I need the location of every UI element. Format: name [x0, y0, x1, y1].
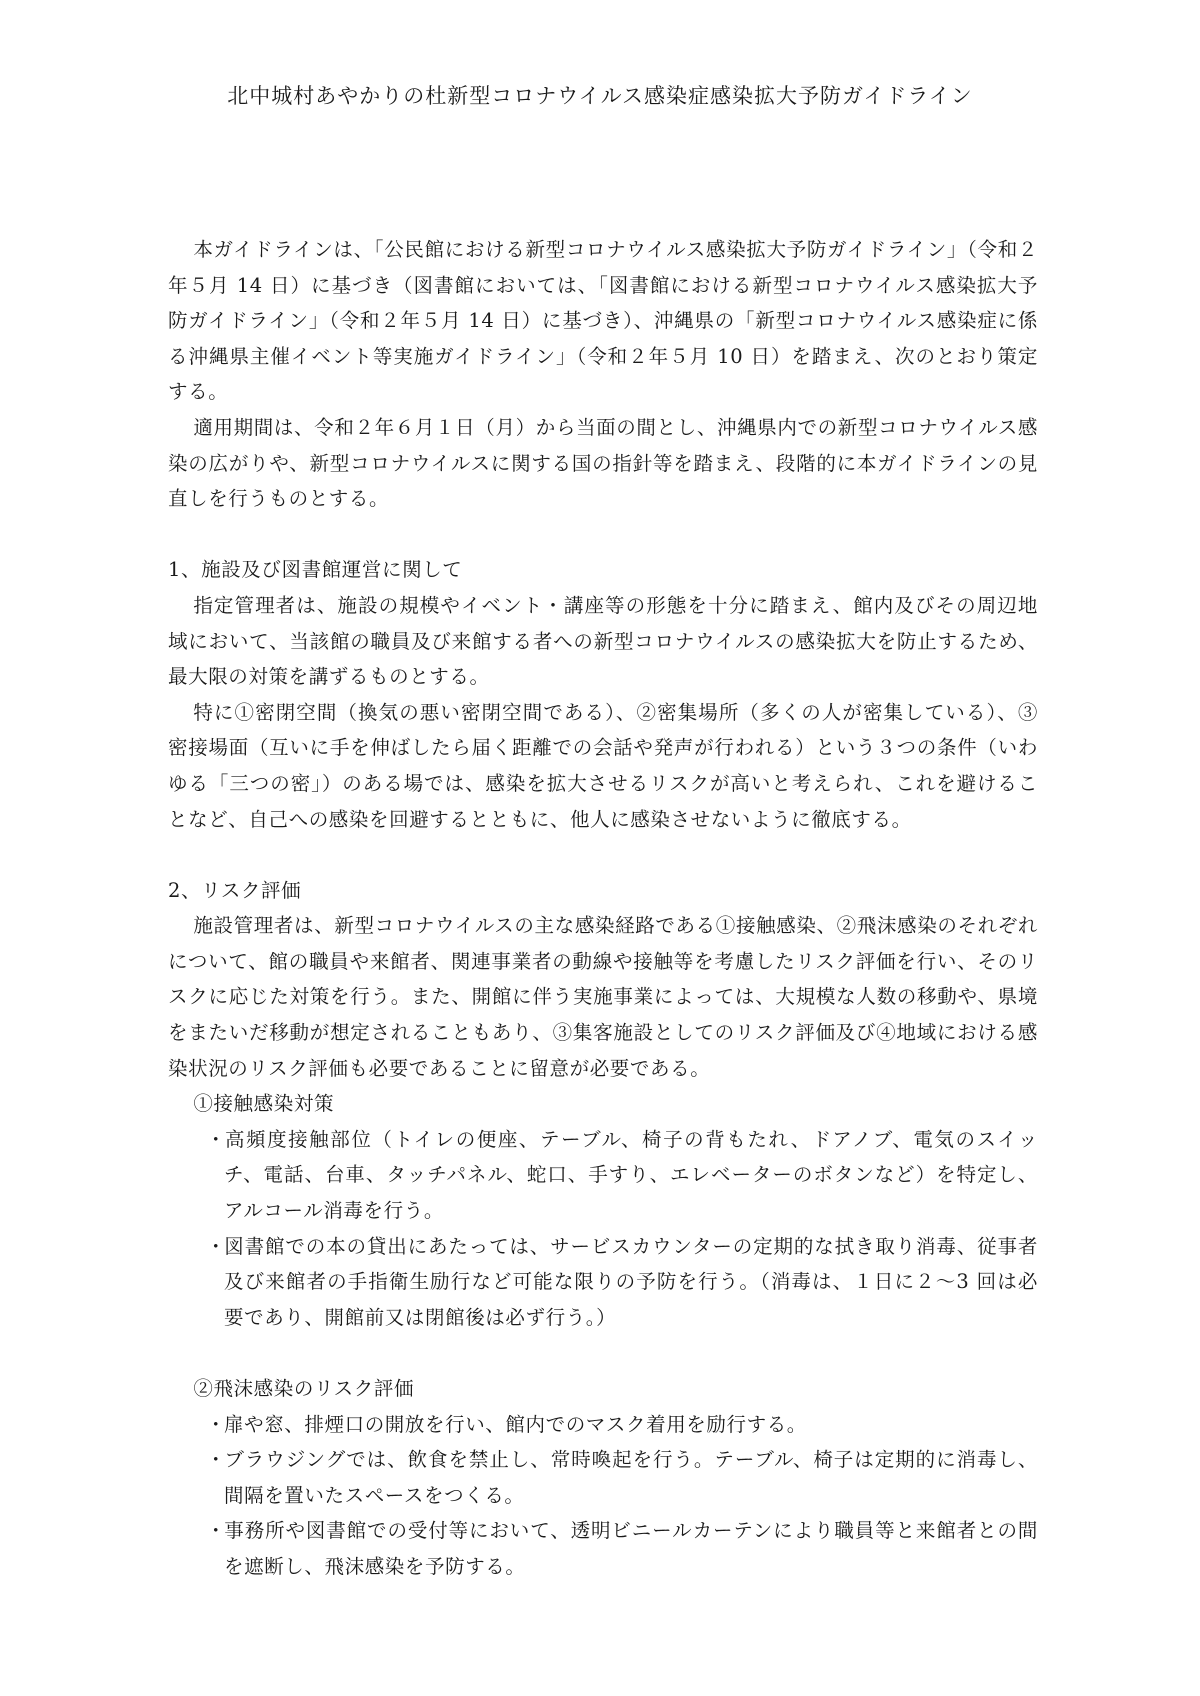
bullet-mark: ・ [206, 1448, 227, 1472]
contact-bullet-1-text: 高頻度接触部位（トイレの便座、テーブル、椅子の背もたれ、ドアノブ、電気のスイッチ、電話、台車、タッチパネル、蛇口、手すり、エレベーターのボタンなど）を特定し、アルコール消毒を行う。 [224, 1127, 1038, 1223]
section-2-paragraph-1: 施設管理者は、新型コロナウイルスの主な感染経路である①接触感染、②飛沫感染のそれぞれについて、館の職員や来館者、関連事業者の動線や接触等を考慮したリスク評価を行い、そのリスクに応じた対策を行う。また、開館に伴う実施事業によっては、大規模な人数の移動や、県境をまたいだ移動が想定されることもあり、③集客施設としてのリスク評価及び④地域における感染状況のリスク評価も必要であることに留意が必要である。 [168, 914, 1038, 1080]
contact-bullet-2 [168, 1229, 1038, 1336]
section-2-heading: 2、リスク評価 [168, 878, 302, 902]
document-title: 北中城村あやかりの杜新型コロナウイルス感染症感染拡大予防ガイドライン [227, 84, 973, 108]
droplet-bullet-3-text: 事務所や図書館での受付等において、透明ビニールカーテンにより職員等と来館者との間を遮断し、飛沫感染を予防する。 [224, 1519, 1038, 1578]
section-1-paragraph-1: 指定管理者は、施設の規模やイベント・講座等の形態を十分に踏まえ、館内及びその周辺地域において、当該館の職員及び来館する者への新型コロナウイルスの感染拡大を防止するため、最大限の対策を講ずるものとする。 [168, 593, 1038, 689]
section-1-paragraph-2: 特に①密閉空間（換気の悪い密閉空間である）、②密集場所（多くの人が密集している）、③密接場面（互いに手を伸ばしたら届く距離での会話や発声が行われる）という３つの条件（いわゆる「三つの密」）のある場では、感染を拡大させるリスクが高いと考えられ、これを避けることなど、自己への感染を回避するとともに、他人に感染させないように徹底する。 [168, 700, 1038, 831]
contact-infection-heading: ①接触感染対策 [193, 1092, 335, 1116]
section-1-heading: 1、施設及び図書館運営に関して [168, 558, 463, 582]
spacer [168, 1335, 1038, 1371]
droplet-bullet-1 [168, 1407, 1038, 1443]
bullet-mark: ・ [206, 1412, 227, 1436]
intro-paragraph-1: 本ガイドラインは、「公民館における新型コロナウイルス感染拡大予防ガイドライン」（令和２年５月 14 日）に基づき（図書館においては、「図書館における新型コロナウイルス感染拡大予防ガイドライン」（令和２年５月 14 日）に基づき）、沖縄県の「新型コロナウイルス感染症に係る沖縄県主催イベント等実施ガイドライン」（令和２年５月 10 日）を踏まえ、次のとおり策定する。 [168, 238, 1038, 404]
contact-bullet-1 [168, 1122, 1038, 1229]
bullet-mark: ・ [206, 1234, 227, 1258]
intro-paragraph-2: 適用期間は、令和２年６月１日（月）から当面の間とし、沖縄県内での新型コロナウイルス感染の広がりや、新型コロナウイルスに関する国の指針等を踏まえ、段階的に本ガイドラインの見直しを行うものとする。 [168, 415, 1038, 511]
droplet-bullet-3 [168, 1513, 1038, 1584]
bullet-mark: ・ [206, 1519, 227, 1543]
droplet-infection-heading: ②飛沫感染のリスク評価 [193, 1377, 415, 1400]
bullet-mark: ・ [206, 1127, 227, 1151]
contact-bullet-2-text: 図書館での本の貸出にあたっては、サービスカウンターの定期的な拭き取り消毒、従事者及び来館者の手指衛生励行など可能な限りの予防を行う。（消毒は、１日に２～3 回は必要であり、開館前又は閉館後は必ず行う。） [224, 1234, 1038, 1329]
document-body [168, 232, 1038, 1585]
droplet-bullet-2 [168, 1442, 1038, 1513]
droplet-bullet-1-text: 扉や窓、排煙口の開放を行い、館内でのマスク着用を励行する。 [224, 1412, 807, 1436]
droplet-bullet-2-text: ブラウジングでは、飲食を禁止し、常時喚起を行う。テーブル、椅子は定期的に消毒し、間隔を置いたスペースをつくる。 [224, 1448, 1038, 1507]
